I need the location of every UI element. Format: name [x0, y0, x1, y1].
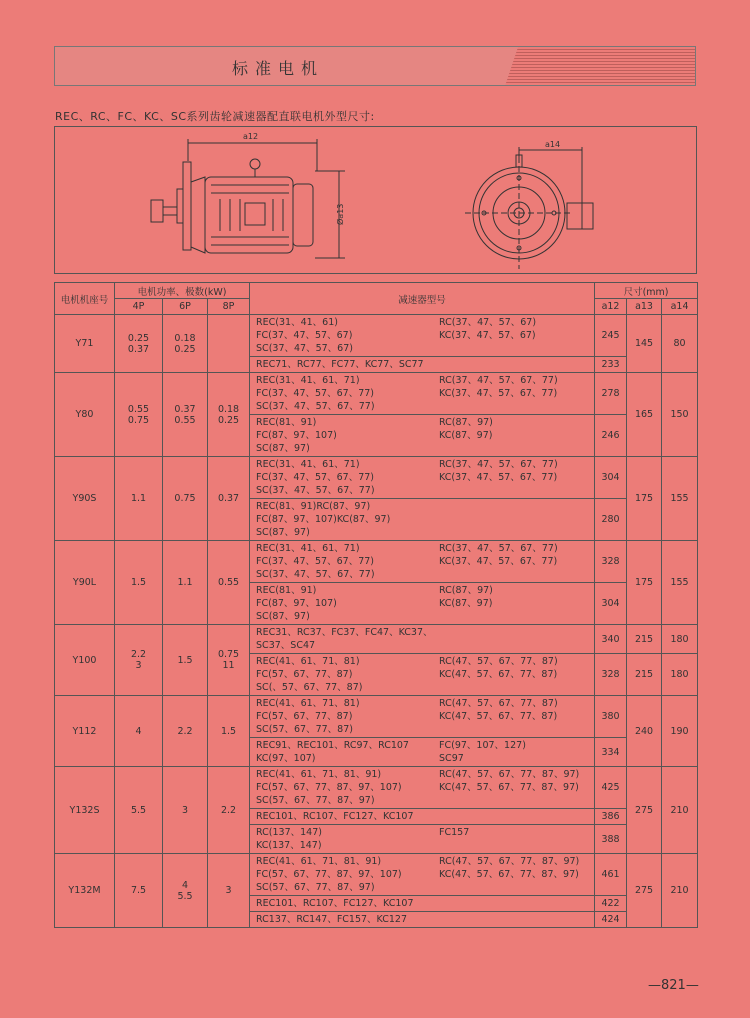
header-power: 电机功率、极数(kW): [115, 283, 250, 299]
reducer-model-right: RC(37、47、57、67、77): [439, 459, 558, 470]
reducer-model-left: FC(57、67、77、87、97、107): [256, 782, 402, 793]
a12-cell: 334: [595, 738, 627, 767]
header-dims: 尺寸(mm): [595, 283, 698, 299]
reducer-models-list: [254, 654, 594, 695]
reducer-model-left: REC(41、61、71、81): [256, 698, 360, 709]
frame-cell: Y112: [55, 696, 115, 767]
power-p6-cell: 3: [163, 767, 208, 854]
table-row: [55, 696, 698, 738]
a12-cell: 425: [595, 767, 627, 809]
a12-cell: 340: [595, 625, 627, 654]
a14-cell: 155: [662, 457, 698, 541]
motor-drawing: [54, 126, 697, 274]
power-p4-cell: 4: [115, 696, 163, 767]
reducer-models-list: [254, 912, 594, 927]
reducer-model-right: FC157: [439, 827, 470, 838]
reducer-model-left: REC(31、41、61、71): [256, 459, 360, 470]
reducer-model-left: SC(37、47、57、67、77): [256, 401, 375, 412]
reducer-models-list: [254, 583, 594, 624]
reducer-model-left: FC(87、97、107)KC(87、97): [256, 514, 391, 525]
reducer-model-left: FC(57、67、77、87): [256, 711, 353, 722]
reducer-model-right: RC(37、47、57、67): [439, 317, 537, 328]
a12-cell: 246: [595, 415, 627, 457]
reducer-model-right: RC(47、57、67、77、87、97): [439, 856, 580, 867]
reducer-models-cell: [250, 499, 595, 541]
table-row: [55, 541, 698, 583]
a13-cell: 145: [627, 315, 662, 373]
reducer-model-right: [439, 568, 594, 581]
reducer-model-left: SC(、57、67、77、87): [256, 682, 363, 693]
reducer-model-right: [439, 723, 594, 736]
power-p6-cell: 1.5: [163, 625, 208, 696]
reducer-models-cell: [250, 809, 595, 825]
reducer-model-right: KC(47、57、67、77、87、97): [439, 869, 579, 880]
power-p6-cell: 4 5.5: [163, 854, 208, 928]
a12-cell: 233: [595, 357, 627, 373]
reducer-model-left: FC(37、47、57、67、77): [256, 472, 374, 483]
header-6p: 6P: [163, 299, 208, 315]
reducer-model-left: RC137、RC147、FC157、KC127: [256, 914, 408, 925]
reducer-model-right: [439, 897, 594, 910]
dim-a13-label: Øa13: [336, 203, 345, 225]
reducer-models-list: [254, 315, 594, 356]
reducer-model-right: [439, 442, 594, 455]
power-p6-cell: 1.1: [163, 541, 208, 625]
reducer-model-left: REC(81、91): [256, 417, 317, 428]
reducer-models-cell: [250, 357, 595, 373]
reducer-models-cell: [250, 896, 595, 912]
reducer-models-list: [254, 625, 594, 653]
a13-cell: 240: [627, 696, 662, 767]
reducer-models-list: [254, 415, 594, 456]
motor-outline-svg: [55, 127, 698, 275]
a12-cell: 304: [595, 583, 627, 625]
reducer-model-right: SC97: [439, 753, 464, 764]
power-p4-cell: 7.5: [115, 854, 163, 928]
reducer-model-left: FC(57、67、77、87、97、107): [256, 869, 402, 880]
reducer-models-cell: [250, 825, 595, 854]
reducer-model-left: KC(137、147): [256, 840, 322, 851]
reducer-model-left: REC(41、61、71、81、91): [256, 769, 382, 780]
power-p8-cell: 0.37: [208, 457, 250, 541]
frame-cell: Y80: [55, 373, 115, 457]
reducer-model-left: FC(37、47、57、67): [256, 330, 353, 341]
a12-cell: 278: [595, 373, 627, 415]
reducer-model-right: RC(87、97): [439, 417, 493, 428]
reducer-model-left: FC(37、47、57、67、77): [256, 556, 374, 567]
header-reducer: 减速器型号: [250, 283, 595, 315]
reducer-model-left: REC(81、91)RC(87、97): [256, 501, 371, 512]
a13-cell: 215: [627, 654, 662, 696]
reducer-model-right: [439, 810, 594, 823]
a12-cell: 304: [595, 457, 627, 499]
reducer-model-left: REC101、RC107、FC127、KC107: [256, 898, 414, 909]
reducer-models-cell: [250, 373, 595, 415]
reducer-models-list: [254, 357, 594, 372]
reducer-model-right: KC(37、47、57、67、77): [439, 556, 558, 567]
motor-dimension-table: [54, 282, 698, 928]
a13-cell: 175: [627, 457, 662, 541]
frame-cell: Y90S: [55, 457, 115, 541]
reducer-model-right: KC(47、57、67、77、87): [439, 669, 558, 680]
frame-cell: Y100: [55, 625, 115, 696]
reducer-model-left: REC(81、91): [256, 585, 317, 596]
reducer-models-list: [254, 738, 594, 766]
power-p8-cell: 3: [208, 854, 250, 928]
section-subtitle: REC、RC、FC、KC、SC系列齿轮减速器配直联电机外型尺寸:: [55, 110, 375, 123]
frame-cell: Y132M: [55, 854, 115, 928]
a14-cell: 180: [662, 625, 698, 654]
a12-cell: 280: [595, 499, 627, 541]
reducer-model-left: SC(57、67、77、87、97): [256, 795, 375, 806]
a13-cell: 275: [627, 767, 662, 854]
a14-cell: 190: [662, 696, 698, 767]
header-a13: a13: [627, 299, 662, 315]
page-number: —821—: [648, 978, 699, 993]
reducer-model-left: SC(57、67、77、87): [256, 724, 353, 735]
a13-cell: 175: [627, 541, 662, 625]
reducer-model-right: KC(37、47、57、67、77): [439, 388, 558, 399]
dim-a14-label: a14: [545, 140, 561, 149]
table-row: [55, 625, 698, 654]
reducer-model-left: FC(87、97、107): [256, 598, 337, 609]
reducer-model-left: SC(87、97): [256, 527, 310, 538]
power-p4-cell: 2.2 3: [115, 625, 163, 696]
reducer-models-list: [254, 373, 594, 414]
header-frame: 电机机座号: [55, 283, 115, 315]
reducer-model-right: [439, 681, 594, 694]
reducer-models-cell: [250, 854, 595, 896]
power-p8-cell: 1.5: [208, 696, 250, 767]
reducer-models-list: [254, 854, 594, 895]
table-row: [55, 854, 698, 896]
frame-cell: Y71: [55, 315, 115, 373]
reducer-models-list: [254, 896, 594, 911]
reducer-models-cell: [250, 767, 595, 809]
reducer-model-right: KC(47、57、67、77、87): [439, 711, 558, 722]
reducer-model-right: FC(97、107、127): [439, 740, 526, 751]
a13-cell: 215: [627, 625, 662, 654]
reducer-model-right: [439, 626, 594, 652]
power-p8-cell: 0.18 0.25: [208, 373, 250, 457]
header-a14: a14: [662, 299, 698, 315]
power-p4-cell: 1.5: [115, 541, 163, 625]
reducer-models-list: [254, 457, 594, 498]
reducer-model-right: [439, 794, 594, 807]
a12-cell: 388: [595, 825, 627, 854]
power-p8-cell: [208, 315, 250, 373]
reducer-model-right: [439, 839, 594, 852]
frame-cell: Y90L: [55, 541, 115, 625]
table-row: [55, 457, 698, 499]
power-p4-cell: 0.25 0.37: [115, 315, 163, 373]
power-p8-cell: 0.75 11: [208, 625, 250, 696]
reducer-model-right: [439, 342, 594, 355]
reducer-model-left: REC71、RC77、FC77、KC77、SC77: [256, 359, 424, 370]
header-a12: a12: [595, 299, 627, 315]
reducer-model-right: [439, 358, 594, 371]
a12-cell: 386: [595, 809, 627, 825]
reducer-model-right: RC(87、97): [439, 585, 493, 596]
frame-cell: Y132S: [55, 767, 115, 854]
power-p6-cell: 0.37 0.55: [163, 373, 208, 457]
reducer-model-right: KC(47、57、67、77、87、97): [439, 782, 579, 793]
reducer-model-right: [439, 400, 594, 413]
reducer-model-right: RC(47、57、67、77、87、97): [439, 769, 580, 780]
reducer-model-left: FC(87、97、107): [256, 430, 337, 441]
a13-cell: 275: [627, 854, 662, 928]
reducer-model-right: RC(37、47、57、67、77): [439, 543, 558, 554]
reducer-model-left: SC(87、97): [256, 611, 310, 622]
reducer-models-list: [254, 696, 594, 737]
a14-cell: 210: [662, 767, 698, 854]
reducer-model-left: REC(31、41、61、71): [256, 543, 360, 554]
a12-cell: 424: [595, 912, 627, 928]
reducer-model-right: KC(37、47、57、67): [439, 330, 536, 341]
power-p6-cell: 0.75: [163, 457, 208, 541]
a14-cell: 80: [662, 315, 698, 373]
header-decoration: [505, 46, 696, 86]
a12-cell: 245: [595, 315, 627, 357]
table-row: [55, 373, 698, 415]
table-row: [55, 767, 698, 809]
a12-cell: 328: [595, 541, 627, 583]
reducer-models-list: [254, 809, 594, 824]
header-4p: 4P: [115, 299, 163, 315]
reducer-models-cell: [250, 696, 595, 738]
reducer-models-cell: [250, 583, 595, 625]
reducer-model-left: SC(57、67、77、87、97): [256, 882, 375, 893]
reducer-models-list: [254, 499, 594, 540]
a12-cell: 328: [595, 654, 627, 696]
reducer-model-left: SC(87、97): [256, 443, 310, 454]
reducer-model-right: [439, 500, 594, 513]
reducer-model-right: KC(87、97): [439, 598, 493, 609]
reducer-model-left: RC(137、147): [256, 827, 322, 838]
reducer-models-cell: [250, 315, 595, 357]
reducer-model-right: [439, 484, 594, 497]
reducer-model-right: [439, 913, 594, 926]
a14-cell: 150: [662, 373, 698, 457]
reducer-models-cell: [250, 457, 595, 499]
reducer-model-left: SC(37、47、57、67、77): [256, 485, 375, 496]
header-8p: 8P: [208, 299, 250, 315]
a12-cell: 461: [595, 854, 627, 896]
reducer-model-right: [439, 513, 594, 526]
reducer-model-left: REC(31、41、61、71): [256, 375, 360, 386]
reducer-model-right: RC(37、47、57、67、77): [439, 375, 558, 386]
reducer-model-left: SC(37、47、57、67、77): [256, 569, 375, 580]
reducer-model-left: FC(57、67、77、87): [256, 669, 353, 680]
reducer-models-list: [254, 767, 594, 808]
power-p4-cell: 5.5: [115, 767, 163, 854]
reducer-model-left: REC(31、41、61): [256, 317, 338, 328]
dim-a12-label: a12: [243, 132, 259, 141]
reducer-model-right: RC(47、57、67、77、87): [439, 698, 558, 709]
reducer-model-left: FC(37、47、57、67、77): [256, 388, 374, 399]
power-p4-cell: 1.1: [115, 457, 163, 541]
a14-cell: 155: [662, 541, 698, 625]
reducer-model-right: KC(37、47、57、67、77): [439, 472, 558, 483]
reducer-model-left: REC(41、61、71、81): [256, 656, 360, 667]
table-body: [55, 315, 698, 928]
power-p6-cell: 0.18 0.25: [163, 315, 208, 373]
reducer-models-cell: [250, 738, 595, 767]
reducer-models-cell: [250, 654, 595, 696]
a12-cell: 422: [595, 896, 627, 912]
reducer-models-cell: [250, 912, 595, 928]
reducer-models-list: [254, 541, 594, 582]
power-p8-cell: 0.55: [208, 541, 250, 625]
reducer-models-cell: [250, 541, 595, 583]
reducer-model-left: REC(41、61、71、81、91): [256, 856, 382, 867]
reducer-models-cell: [250, 625, 595, 654]
reducer-model-right: RC(47、57、67、77、87): [439, 656, 558, 667]
power-p8-cell: 2.2: [208, 767, 250, 854]
page-title: 标准电机: [232, 59, 325, 78]
reducer-model-left: REC31、RC37、FC37、FC47、KC37、SC37、SC47: [256, 627, 433, 651]
reducer-model-right: [439, 610, 594, 623]
reducer-model-left: KC(97、107): [256, 753, 316, 764]
reducer-model-right: [439, 526, 594, 539]
reducer-models-cell: [250, 415, 595, 457]
power-p6-cell: 2.2: [163, 696, 208, 767]
reducer-model-left: REC91、REC101、RC97、RC107: [256, 740, 409, 751]
reducer-model-right: KC(87、97): [439, 430, 493, 441]
table-row: [55, 315, 698, 357]
a14-cell: 180: [662, 654, 698, 696]
reducer-model-left: REC101、RC107、FC127、KC107: [256, 811, 414, 822]
reducer-model-left: SC(37、47、57、67): [256, 343, 353, 354]
a14-cell: 210: [662, 854, 698, 928]
a12-cell: 380: [595, 696, 627, 738]
power-p4-cell: 0.55 0.75: [115, 373, 163, 457]
reducer-models-list: [254, 825, 594, 853]
a13-cell: 165: [627, 373, 662, 457]
reducer-model-right: [439, 881, 594, 894]
